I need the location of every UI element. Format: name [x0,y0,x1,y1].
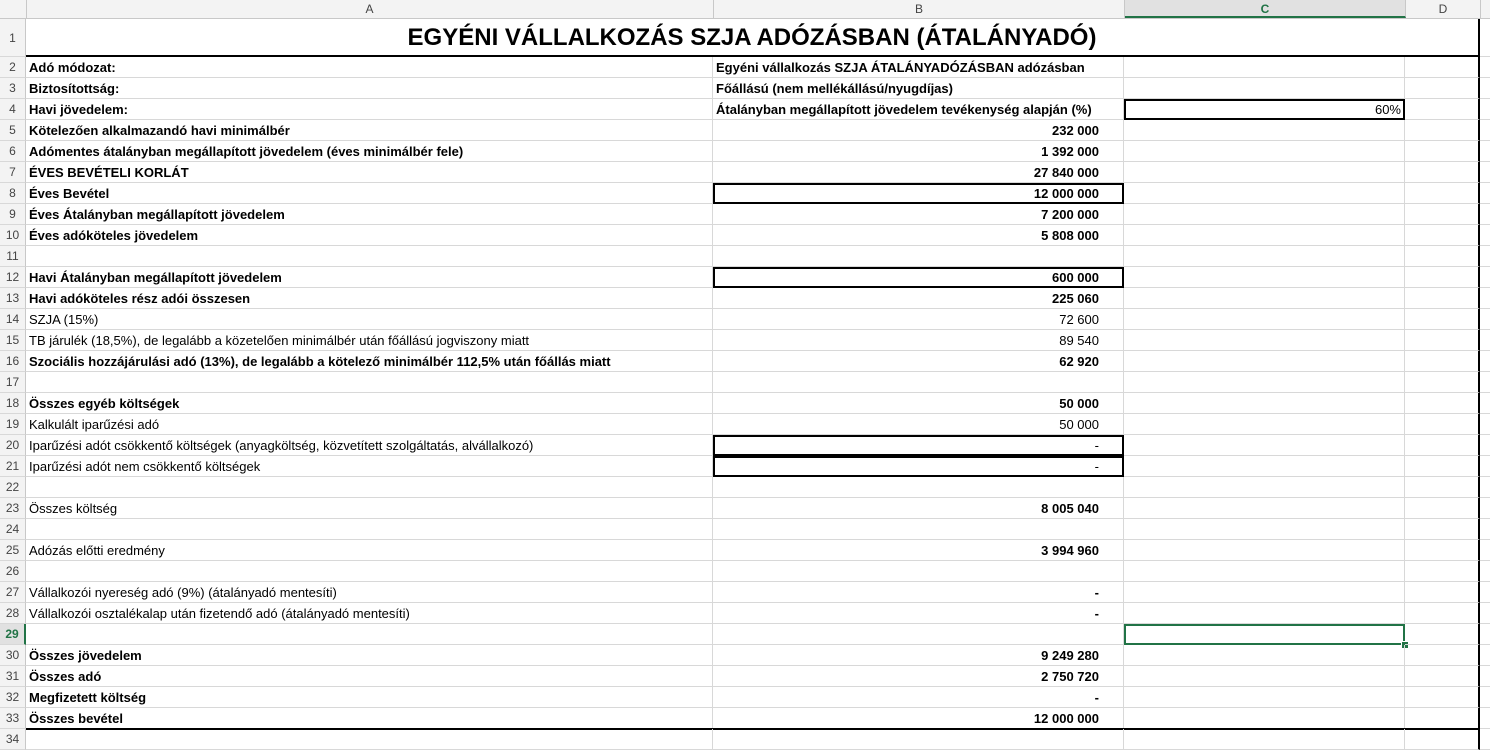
sheet-row [26,414,1490,435]
sheet-row [26,372,1490,393]
cell-e[interactable] [1480,267,1490,288]
sheet-row [26,246,1490,267]
cell-a-label[interactable]: Kötelezően alkalmazandó havi minimálbér [26,120,713,141]
cell-b-value[interactable]: 225 060 [713,288,1124,309]
cell-c-value[interactable] [1124,309,1405,330]
cell-d[interactable] [1405,267,1480,288]
cell-e[interactable] [1480,288,1490,309]
cell-e[interactable] [1480,414,1490,435]
sheet-row [26,519,1490,540]
cell-e[interactable] [1480,624,1490,645]
cell-b-value[interactable]: 7 200 000 [713,204,1124,225]
cell-d[interactable] [1405,687,1480,708]
cell-b-value[interactable]: Egyéni vállalkozás SZJA ÁTALÁNYADÓZÁSBAN adózásban [713,57,1124,78]
sheet-title-cell[interactable]: EGYÉNI VÁLLALKOZÁS SZJA ADÓZÁSBAN (ÁTALÁNYADÓ) [26,19,1480,57]
row-header-31[interactable]: 31 [0,666,26,687]
cell-e[interactable] [1480,99,1490,120]
cell-e[interactable] [1480,225,1490,246]
cell-b-value[interactable]: 600 000 [713,267,1124,288]
cell-e[interactable] [1480,19,1490,57]
cell-d[interactable] [1405,561,1480,582]
cell-b-value[interactable]: - [713,435,1124,456]
cell-b-value[interactable]: 50 000 [713,414,1124,435]
sheet-row [26,120,1490,141]
row-header-10[interactable]: 10 [0,225,26,246]
sheet-row [26,204,1490,225]
cell-b-value[interactable] [713,372,1124,393]
cell-d[interactable] [1405,225,1480,246]
cell-c-value[interactable] [1124,645,1405,666]
cell-c-value[interactable] [1124,729,1405,750]
sheet-row [26,561,1490,582]
cell-a-label[interactable]: Összes költség [26,498,713,519]
cell-e[interactable] [1480,435,1490,456]
sheet-row [26,540,1490,561]
cell-b-value[interactable]: 3 994 960 [713,540,1124,561]
cell-a-label[interactable]: Biztosítottság: [26,78,713,99]
cell-e[interactable] [1480,120,1490,141]
cell-a-label[interactable]: Vállalkozói osztalékalap után fizetendő adó (átalányadó mentesíti) [26,603,713,624]
cell-e[interactable] [1480,330,1490,351]
cell-d[interactable] [1405,435,1480,456]
sheet-row [26,309,1490,330]
cell-c-value[interactable] [1124,708,1405,729]
cell-b-value[interactable]: 12 000 000 [713,183,1124,204]
cell-a-label[interactable] [26,246,713,267]
sheet-row [26,225,1490,246]
cell-d[interactable] [1405,603,1480,624]
cell-e[interactable] [1480,666,1490,687]
cell-e[interactable] [1480,204,1490,225]
cell-e[interactable] [1480,729,1490,750]
cell-b-value[interactable] [713,246,1124,267]
cell-d[interactable] [1405,99,1480,120]
cell-e[interactable] [1480,246,1490,267]
cell-c-value[interactable] [1124,57,1405,78]
cell-d[interactable] [1405,246,1480,267]
row-header-2[interactable]: 2 [0,57,26,78]
cell-e[interactable] [1480,477,1490,498]
row-header-12[interactable]: 12 [0,267,26,288]
cell-c-value[interactable] [1124,435,1405,456]
sheet-row [26,162,1490,183]
cell-d[interactable] [1405,162,1480,183]
row-header-13[interactable]: 13 [0,288,26,309]
cell-d[interactable] [1405,414,1480,435]
cell-e[interactable] [1480,456,1490,477]
cell-a-label[interactable]: TB járulék (18,5%), de legalább a közetelően minimálbér után főállású jogviszony miatt [26,330,713,351]
cell-d[interactable] [1405,120,1480,141]
cell-b-value[interactable]: - [713,582,1124,603]
cell-b-value[interactable] [713,624,1124,645]
cell-e[interactable] [1480,78,1490,99]
cell-e[interactable] [1480,141,1490,162]
cell-b-value[interactable]: 1 392 000 [713,141,1124,162]
cell-c-value[interactable] [1124,183,1405,204]
cell-d[interactable] [1405,498,1480,519]
cell-c-value[interactable] [1124,687,1405,708]
cell-a-label[interactable]: Iparűzési adót csökkentő költségek (anyagköltség, közvetített szolgáltatás, alvállalkozó) [26,435,713,456]
cell-e[interactable] [1480,708,1490,729]
cell-a-label[interactable]: Megfizetett költség [26,687,713,708]
cell-a-label[interactable]: Éves Átalányban megállapított jövedelem [26,204,713,225]
cell-a-label[interactable]: Éves Bevétel [26,183,713,204]
row-header-33[interactable]: 33 [0,708,26,729]
cell-b-value[interactable]: Főállású (nem mellékállású/nyugdíjas) [713,78,1124,99]
cell-c-value[interactable] [1124,351,1405,372]
cell-c-value[interactable]: 60% [1124,99,1405,120]
cell-b-value[interactable] [713,519,1124,540]
cell-b-value[interactable]: - [713,603,1124,624]
cell-e[interactable] [1480,582,1490,603]
cell-c-value[interactable] [1124,246,1405,267]
sheet-row [26,435,1490,456]
sheet-row [26,477,1490,498]
cell-a-label[interactable] [26,624,713,645]
cell-c-value[interactable] [1124,78,1405,99]
column-header-a[interactable]: A [26,0,714,18]
cell-d[interactable] [1405,372,1480,393]
cell-e[interactable] [1480,372,1490,393]
cell-c-value[interactable] [1124,393,1405,414]
cell-d[interactable] [1405,57,1480,78]
active-cell[interactable] [1124,624,1405,645]
sheet-row [26,288,1490,309]
cell-c-value[interactable] [1124,225,1405,246]
row-header-30[interactable]: 30 [0,645,26,666]
cell-e[interactable] [1480,645,1490,666]
cell-d[interactable] [1405,141,1480,162]
cell-b-value[interactable]: 5 808 000 [713,225,1124,246]
cell-d[interactable] [1405,183,1480,204]
select-all-corner[interactable] [0,0,27,18]
row-header-5[interactable]: 5 [0,120,26,141]
cell-e[interactable] [1480,561,1490,582]
cell-b-value[interactable]: 27 840 000 [713,162,1124,183]
cell-d[interactable] [1405,330,1480,351]
cell-e[interactable] [1480,57,1490,78]
cell-d[interactable] [1405,645,1480,666]
sheet-row [26,183,1490,204]
sheet-row [26,645,1490,666]
cell-d[interactable] [1405,624,1480,645]
cell-b-value[interactable]: 50 000 [713,393,1124,414]
row-header-26[interactable]: 26 [0,561,26,582]
sheet-row [26,19,1490,57]
cell-b-value[interactable]: - [713,687,1124,708]
row-header-11[interactable]: 11 [0,246,26,267]
row-header-20[interactable]: 20 [0,435,26,456]
cell-a-label[interactable] [26,477,713,498]
cell-a-label[interactable]: Összes jövedelem [26,645,713,666]
cell-d[interactable] [1405,78,1480,99]
cell-c-value[interactable] [1124,162,1405,183]
cell-d[interactable] [1405,540,1480,561]
cell-b-value[interactable]: 8 005 040 [713,498,1124,519]
cell-b-value[interactable] [713,477,1124,498]
cell-a-label[interactable]: Szociális hozzájárulási adó (13%), de legalább a kötelező minimálbér 112,5% után főállás miatt [26,351,713,372]
row-header-21[interactable]: 21 [0,456,26,477]
cell-b-value[interactable]: 89 540 [713,330,1124,351]
cell-e[interactable] [1480,351,1490,372]
row-header-8[interactable]: 8 [0,183,26,204]
cell-d[interactable] [1405,729,1480,750]
cell-e[interactable] [1480,603,1490,624]
cell-b-value[interactable]: - [713,456,1124,477]
cell-c-value[interactable] [1124,372,1405,393]
row-header-29[interactable]: 29 [0,624,26,645]
cell-a-label[interactable]: Összes adó [26,666,713,687]
sheet-row [26,330,1490,351]
cell-a-label[interactable] [26,729,713,750]
column-header-c[interactable]: C [1125,0,1406,18]
cell-c-value[interactable] [1124,288,1405,309]
cell-a-label[interactable] [26,561,713,582]
sheet-row [26,456,1490,477]
row-header-6[interactable]: 6 [0,141,26,162]
cell-d[interactable] [1405,666,1480,687]
cell-b-value[interactable]: 9 249 280 [713,645,1124,666]
cell-c-value[interactable] [1124,603,1405,624]
row-header-34[interactable]: 34 [0,729,26,750]
row-header-28[interactable]: 28 [0,603,26,624]
row-header-19[interactable]: 19 [0,414,26,435]
cell-d[interactable] [1405,204,1480,225]
cell-a-label[interactable]: Adó módozat: [26,57,713,78]
cell-a-label[interactable]: ÉVES BEVÉTELI KORLÁT [26,162,713,183]
row-header-23[interactable]: 23 [0,498,26,519]
row-header-14[interactable]: 14 [0,309,26,330]
cell-d[interactable] [1405,708,1480,729]
sheet-row [26,687,1490,708]
cell-e[interactable] [1480,309,1490,330]
cell-c-value[interactable] [1124,498,1405,519]
cell-d[interactable] [1405,288,1480,309]
cell-c-value[interactable] [1124,141,1405,162]
sheet-row [26,582,1490,603]
cell-b-value[interactable]: 72 600 [713,309,1124,330]
row-header-17[interactable]: 17 [0,372,26,393]
sheet-row [26,708,1490,729]
column-header-bar [0,0,1490,19]
cell-b-value[interactable]: 12 000 000 [713,708,1124,729]
cell-c-value[interactable] [1124,582,1405,603]
cell-d[interactable] [1405,477,1480,498]
row-header-3[interactable]: 3 [0,78,26,99]
cell-b-value[interactable] [713,561,1124,582]
sheet-row [26,351,1490,372]
cell-c-value[interactable] [1124,330,1405,351]
cell-a-label[interactable]: Kalkulált iparűzési adó [26,414,713,435]
sheet-row [26,666,1490,687]
row-header-16[interactable]: 16 [0,351,26,372]
sheet-row [26,57,1490,78]
row-header-22[interactable]: 22 [0,477,26,498]
cell-c-value[interactable] [1124,456,1405,477]
row-header-9[interactable]: 9 [0,204,26,225]
cell-b-value[interactable]: Átalányban megállapított jövedelem tevékenység alapján (%) [713,99,1124,120]
cell-a-label[interactable]: Adómentes átalányban megállapított jövedelem (éves minimálbér fele) [26,141,713,162]
row-header-18[interactable]: 18 [0,393,26,414]
row-header-1[interactable]: 1 [0,19,26,57]
cell-c-value[interactable] [1124,414,1405,435]
cell-e[interactable] [1480,393,1490,414]
cell-b-value[interactable]: 62 920 [713,351,1124,372]
row-header-7[interactable]: 7 [0,162,26,183]
cell-a-label[interactable] [26,519,713,540]
row-header-24[interactable]: 24 [0,519,26,540]
cell-d[interactable] [1405,456,1480,477]
cell-e[interactable] [1480,498,1490,519]
sheet-row [26,603,1490,624]
cell-d[interactable] [1405,519,1480,540]
cell-c-value[interactable] [1124,519,1405,540]
cell-d[interactable] [1405,582,1480,603]
cell-c-value[interactable] [1124,561,1405,582]
sheet-row [26,141,1490,162]
sheet-row [26,729,1490,750]
cell-a-label[interactable] [26,372,713,393]
cell-a-label[interactable]: Vállalkozói nyereség adó (9%) (átalányadó mentesíti) [26,582,713,603]
cell-b-value[interactable] [713,729,1124,750]
cell-a-label[interactable]: Éves adóköteles jövedelem [26,225,713,246]
cell-a-label[interactable]: Havi Átalányban megállapított jövedelem [26,267,713,288]
cell-d[interactable] [1405,309,1480,330]
cell-a-label[interactable]: Összes bevétel [26,708,713,729]
cell-d[interactable] [1405,351,1480,372]
row-header-25[interactable]: 25 [0,540,26,561]
cell-b-value[interactable]: 232 000 [713,120,1124,141]
cell-c-value[interactable] [1124,666,1405,687]
sheet-row [26,393,1490,414]
cell-e[interactable] [1480,183,1490,204]
cell-c-value[interactable] [1124,267,1405,288]
cell-a-label[interactable]: Havi adóköteles rész adói összesen [26,288,713,309]
cell-d[interactable] [1405,393,1480,414]
row-header-4[interactable]: 4 [0,99,26,120]
cell-e[interactable] [1480,162,1490,183]
sheet-row [26,78,1490,99]
cell-c-value[interactable] [1124,477,1405,498]
cell-c-value[interactable] [1124,540,1405,561]
cell-e[interactable] [1480,540,1490,561]
column-header-d[interactable]: D [1406,0,1481,18]
cell-a-label[interactable]: Adózás előtti eredmény [26,540,713,561]
cell-b-value[interactable]: 2 750 720 [713,666,1124,687]
row-header-15[interactable]: 15 [0,330,26,351]
cell-a-label[interactable]: Összes egyéb költségek [26,393,713,414]
sheet-row [26,267,1490,288]
cell-c-value[interactable] [1124,120,1405,141]
sheet-row [26,624,1490,645]
column-header-b[interactable]: B [714,0,1125,18]
cell-a-label[interactable]: Havi jövedelem: [26,99,713,120]
cell-a-label[interactable]: Iparűzési adót nem csökkentő költségek [26,456,713,477]
cell-a-label[interactable]: SZJA (15%) [26,309,713,330]
row-header-32[interactable]: 32 [0,687,26,708]
cell-e[interactable] [1480,687,1490,708]
cell-e[interactable] [1480,519,1490,540]
sheet-row [26,99,1490,120]
sheet-row [26,498,1490,519]
row-header-27[interactable]: 27 [0,582,26,603]
cell-c-value[interactable] [1124,204,1405,225]
